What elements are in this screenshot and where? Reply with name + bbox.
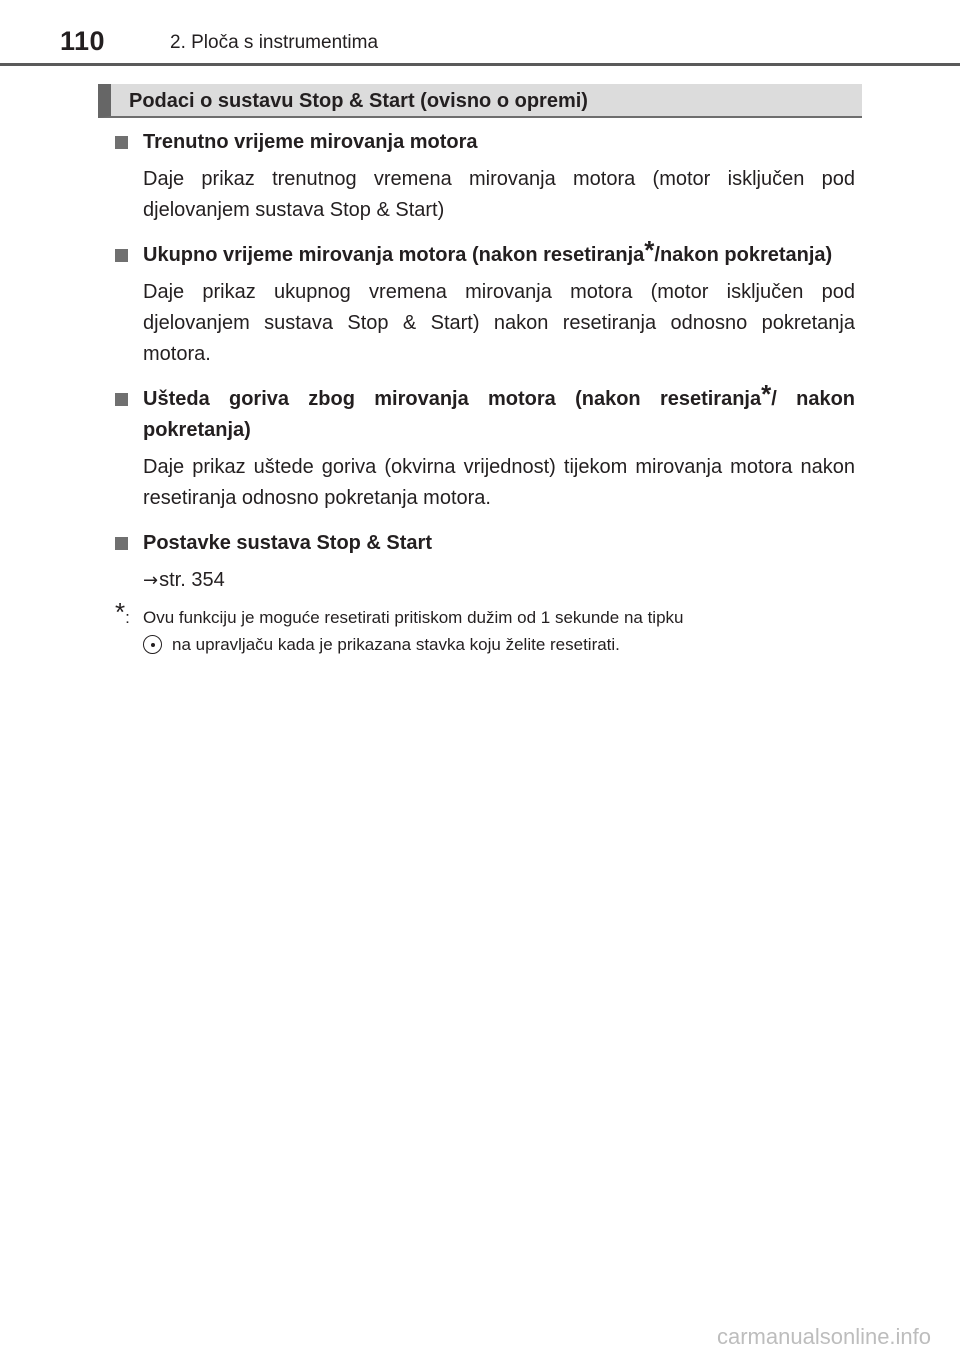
header-divider (0, 63, 960, 66)
list-item (115, 235, 855, 370)
list-item (115, 379, 855, 514)
item-title (143, 379, 855, 446)
item-body: Daje prikaz ukupnog vremena mirovanja motora (motor isključen pod djelovanjem sustava Stop & Start) nakon resetiranja odnosno pokretanja motora. (143, 281, 855, 365)
section-title: Podaci o sustavu Stop & Start (ovisno o opremi) (129, 90, 588, 112)
content (115, 127, 855, 658)
footnote (115, 597, 855, 658)
item-title (143, 235, 855, 271)
page-header (0, 0, 960, 66)
item-title: Trenutno vrijeme mirovanja motora (143, 131, 478, 153)
chapter-title: 2. Ploča s instrumentima (170, 32, 379, 53)
list-item (115, 528, 855, 596)
item-heading (115, 235, 855, 271)
item-body: Daje prikaz trenutnog vremena mirovanja motora (motor isključen pod djelovanjem sustava Stop & Start) (143, 168, 855, 221)
page-number: 110 (60, 26, 106, 56)
item-title: Postavke sustava Stop & Start (143, 532, 432, 554)
footnote-star: * (761, 379, 772, 409)
list-item (115, 127, 855, 226)
item-title-text: Ušteda goriva zbog mirovanja motora (nakon resetiranja (143, 388, 762, 410)
footnote-star: * (644, 235, 655, 265)
item-title-text: / nakon pokretanja) (143, 388, 855, 441)
item-title-text: Ukupno vrijeme mirovanja motora (nakon resetiranja (143, 244, 645, 266)
page-reference-text: str. 354 (159, 569, 225, 591)
watermark: carmanualsonline.info (717, 1324, 932, 1349)
item-heading (115, 127, 855, 158)
footnote-separator: : (125, 608, 130, 627)
square-bullet-icon (115, 249, 128, 262)
item-title-text: /nakon pokretanja) (654, 244, 833, 266)
right-arrow-icon: → (143, 570, 159, 591)
footnote-text-part: na upravljaču kada je prikazana stavka koju želite resetirati. (172, 635, 620, 654)
item-body: Daje prikaz uštede goriva (okvirna vrijednost) tijekom mirovanja motora nakon resetiranja odnosno pokretanja motora. (143, 456, 855, 509)
select-dial-icon (143, 635, 162, 654)
page-reference (143, 565, 855, 596)
footnote-star: * (115, 597, 126, 627)
square-bullet-icon (115, 393, 128, 406)
item-heading (115, 528, 855, 559)
footnote-text (143, 604, 855, 658)
square-bullet-icon (115, 537, 128, 550)
item-heading (115, 379, 855, 446)
footnote-text-part: Ovu funkciju je moguće resetirati pritiskom dužim od 1 sekunde na tipku (143, 608, 684, 627)
section-title-bar (98, 84, 862, 118)
footnote-marker (115, 597, 143, 631)
square-bullet-icon (115, 136, 128, 149)
